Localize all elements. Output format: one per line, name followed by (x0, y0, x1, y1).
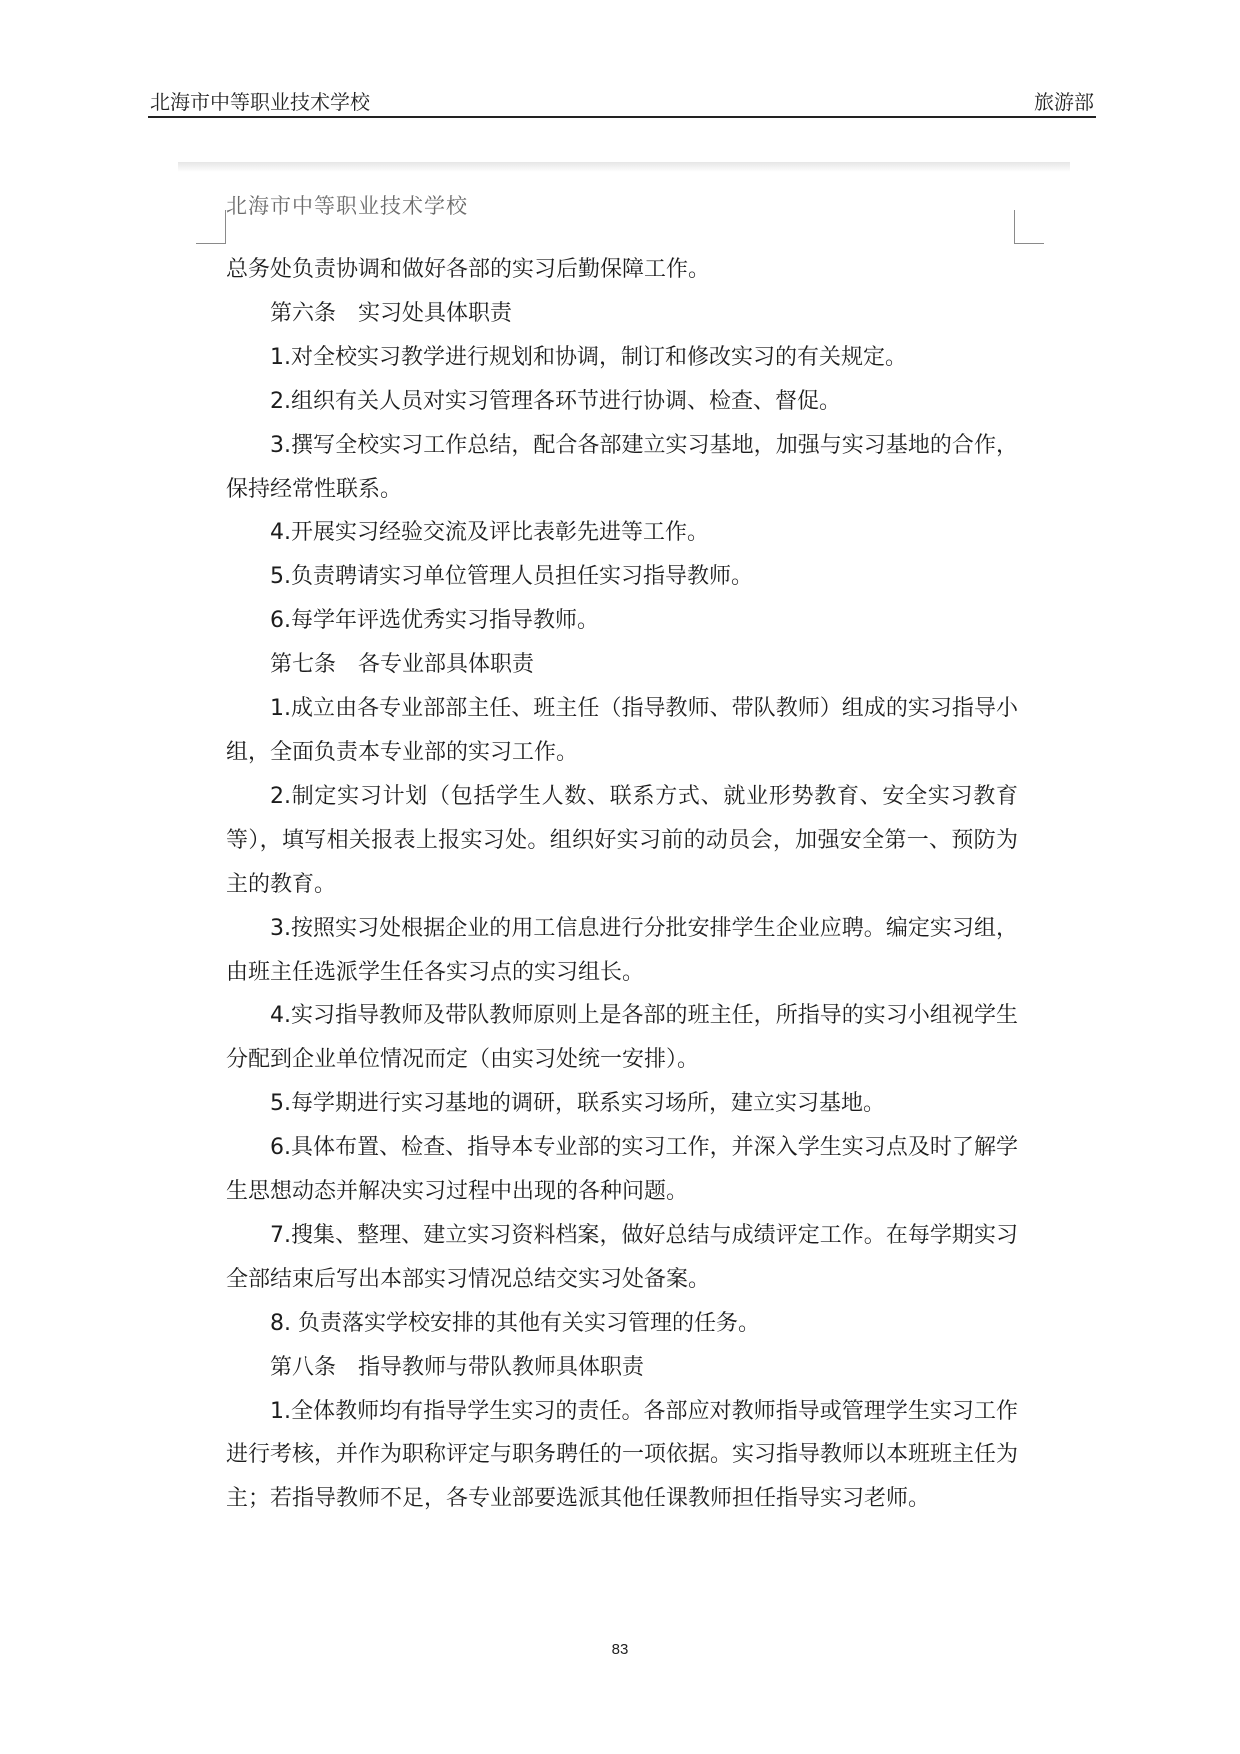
article-7-item-7: 7.搜集、整理、建立实习资料档案，做好总结与成绩评定工作。在每学期实习全部结束后写出本部实习情况总结交实习处备案。 (226, 1222, 1018, 1292)
article-6-item-3: 3.撰写全校实习工作总结，配合各部建立实习基地，加强与实习基地的合作，保持经常性联系。 (226, 432, 1018, 502)
scan-page-edge (178, 162, 1070, 172)
article-6-heading: 第六条 实习处具体职责 (270, 300, 513, 326)
crop-mark-right-horizontal (1014, 243, 1044, 244)
article-7-item-2: 2.制定实习计划（包括学生人数、联系方式、就业形势教育、安全实习教育等），填写相关报表上报实习处。组织好实习前的动员会，加强安全第一、预防为主的教育。 (226, 783, 1018, 897)
article-7-item-3: 3.按照实习处根据企业的用工信息进行分批安排学生企业应聘。编定实习组，由班主任选派学生任各实习点的实习组长。 (226, 915, 1018, 985)
article-8-item-1: 1.全体教师均有指导学生实习的责任。各部应对教师指导或管理学生实习工作进行考核，并作为职称评定与职务聘任的一项依据。实习指导教师以本班班主任为主；若指导教师不足，各专业部要选派其他任课教师担任指导实习老师。 (226, 1398, 1019, 1512)
article-6-item-1: 1.对全校实习教学进行规划和协调，制订和修改实习的有关规定。 (270, 344, 907, 370)
article-6-item-5: 5.负责聘请实习单位管理人员担任实习指导教师。 (270, 564, 753, 590)
article-7-item-8: 8. 负责落实学校安排的其他有关实习管理的任务。 (270, 1310, 760, 1336)
article-7-heading: 第七条 各专业部具体职责 (270, 652, 535, 678)
running-header (148, 84, 1096, 118)
article-7-item-1: 1.成立由各专业部部主任、班主任（指导教师、带队教师）组成的实习指导小组，全面负责本专业部的实习工作。 (226, 696, 1018, 765)
header-school-name: 北海市中等职业技术学校 (150, 90, 370, 114)
header-department: 旅游部 (1034, 90, 1094, 114)
article-6-item-6: 6.每学年评选优秀实习指导教师。 (270, 608, 599, 634)
crop-mark-right (1014, 210, 1015, 244)
article-7-item-6: 6.具体布置、检查、指导本专业部的实习工作，并深入学生实习点及时了解学生思想动态并解决实习过程中出现的各种问题。 (226, 1135, 1018, 1205)
article-6-item-2: 2.组织有关人员对实习管理各环节进行协调、检查、督促。 (270, 388, 841, 414)
crop-mark-left (225, 210, 226, 244)
article-6-item-4: 4.开展实习经验交流及评比表彰先进等工作。 (270, 520, 709, 546)
scanned-page-header: 北海市中等职业技术学校 (226, 194, 468, 218)
article-7-item-4: 4.实习指导教师及带队教师原则上是各部的班主任，所指导的实习小组视学生分配到企业单位情况而定（由实习处统一安排）。 (226, 1003, 1018, 1073)
article-8-heading: 第八条 指导教师与带队教师具体职责 (270, 1354, 645, 1380)
page-number: 83 (611, 1641, 629, 1658)
crop-mark-left-horizontal (196, 243, 226, 244)
paragraph-general-affairs: 总务处负责协调和做好各部的实习后勤保障工作。 (226, 257, 711, 282)
article-7-item-5: 5.每学期进行实习基地的调研，联系实习场所，建立实习基地。 (270, 1091, 885, 1117)
document-body (226, 248, 1018, 1521)
